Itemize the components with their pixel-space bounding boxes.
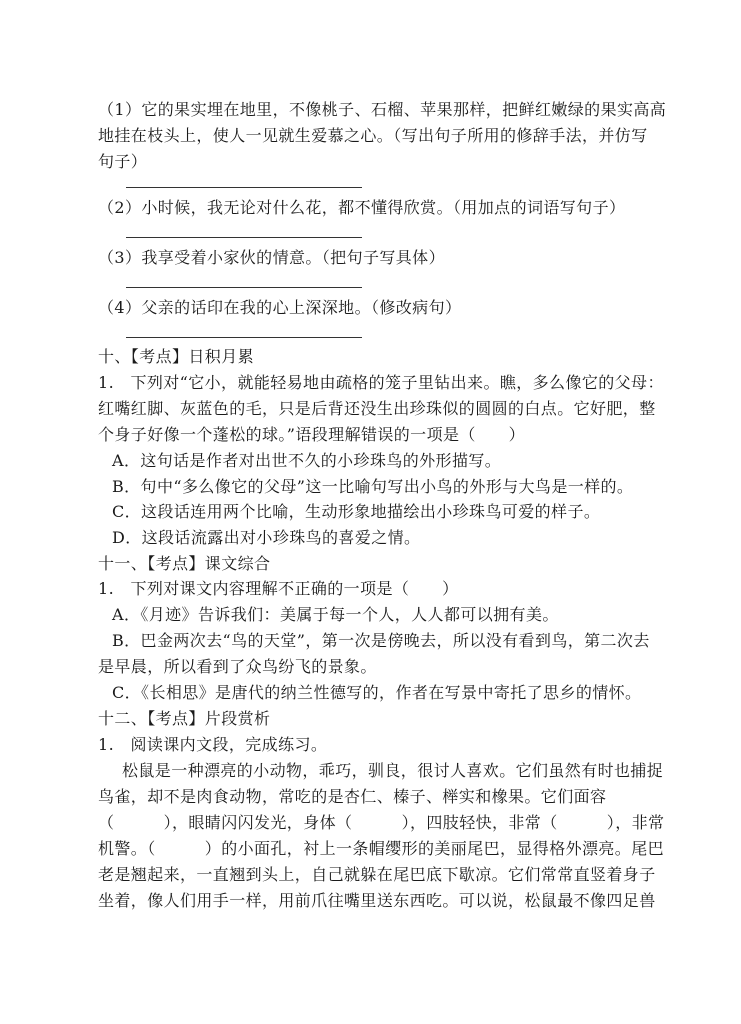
option-c: C．这段话连用两个比喻，生动形象地描绘出小珍珠鸟可爱的样子。 <box>112 502 601 521</box>
passage-line-4: 机警。（ ）的小面孔，衬上一条帽缨形的美丽尾巴，显得格外漂亮。尾巴 <box>98 839 665 858</box>
option-a: A．《月迹》告诉我们：美属于每一个人，人人都可以拥有美。 <box>112 605 559 624</box>
section-heading-11: 十一、【考点】课文综合 <box>98 554 271 573</box>
option-c: C．《长相思》是唐代的纳兰性德写的，作者在写景中寄托了思乡的情怀。 <box>112 683 642 702</box>
question-1-line-3: 句子） <box>98 152 148 171</box>
answer-blank-1[interactable] <box>126 187 362 188</box>
answer-blank-3[interactable] <box>126 287 362 288</box>
question-1-line-2: 地挂在枝头上，使人一见就生爱慕之心。（写出句子所用的修辞手法，并仿写 <box>98 126 648 145</box>
section-12-question: 1. 阅读课内文段，完成练习。 <box>98 735 328 754</box>
passage-line-6: 坐着，像人们用手一样，用前爪往嘴里送东西吃。可以说，松鼠最不像四足兽 <box>98 891 656 910</box>
option-b: B．句中“多么像它的父母”这一比喻句写出小鸟的外形与大鸟是一样的。 <box>112 477 634 496</box>
passage-line-1: 松鼠是一种漂亮的小动物，乖巧，驯良，很讨人喜欢。它们虽然有时也捕捉 <box>122 761 664 780</box>
section-11-question: 1. 下列对课文内容理解不正确的一项是（ ） <box>98 579 459 598</box>
question-4: （4）父亲的话印在我的心上深深地。（修改病句） <box>98 298 462 317</box>
option-d: D．这段话流露出对小珍珠鸟的喜爱之情。 <box>112 528 421 547</box>
section-10-question-line-1: 1. 下列对“它小，就能轻易地由疏格的笼子里钻出来。瞧，多么像它的父母： <box>98 373 664 392</box>
question-3: （3）我享受着小家伙的情意。（把句子写具体） <box>98 248 445 267</box>
option-b-line-1: B．巴金两次去“鸟的天堂”，第一次是傍晚去，所以没有看到鸟，第二次去 <box>112 631 650 650</box>
option-b-line-2: 是早晨，所以看到了众鸟纷飞的景象。 <box>98 657 377 676</box>
answer-blank-2[interactable] <box>126 237 362 238</box>
option-a: A．这句话是作者对出世不久的小珍珠鸟的外形描写。 <box>112 451 502 470</box>
section-10-question-line-3: 个身子好像一个蓬松的球。”语段理解错误的一项是（ ） <box>98 425 525 444</box>
answer-blank-4[interactable] <box>126 337 362 338</box>
question-1-line-1: （1）它的果实埋在地里，不像桃子、石榴、苹果那样，把鲜红嫩绿的果实高高 <box>98 100 667 119</box>
section-heading-12: 十二、【考点】片段赏析 <box>98 709 271 728</box>
question-2: （2）小时候，我无论对什么花，都不懂得欣赏。（用加点的词语写句子） <box>98 198 626 217</box>
section-10-question-line-2: 红嘴红脚、灰蓝色的毛，只是后背还没生出珍珠似的圆圆的白点。它好肥，整 <box>98 399 656 418</box>
section-heading-10: 十、【考点】日积月累 <box>98 347 255 366</box>
passage-line-5: 老是翘起来，一直翘到头上，自己就躲在尾巴底下歇凉。它们常常直竖着身子 <box>98 865 656 884</box>
passage-line-3: （ ），眼睛闪闪发光，身体（ ），四肢轻快，非常（ ），非常 <box>98 813 665 832</box>
passage-line-2: 鸟雀，却不是肉食动物，常吃的是杏仁、榛子、榉实和橡果。它们面容 <box>98 787 607 806</box>
